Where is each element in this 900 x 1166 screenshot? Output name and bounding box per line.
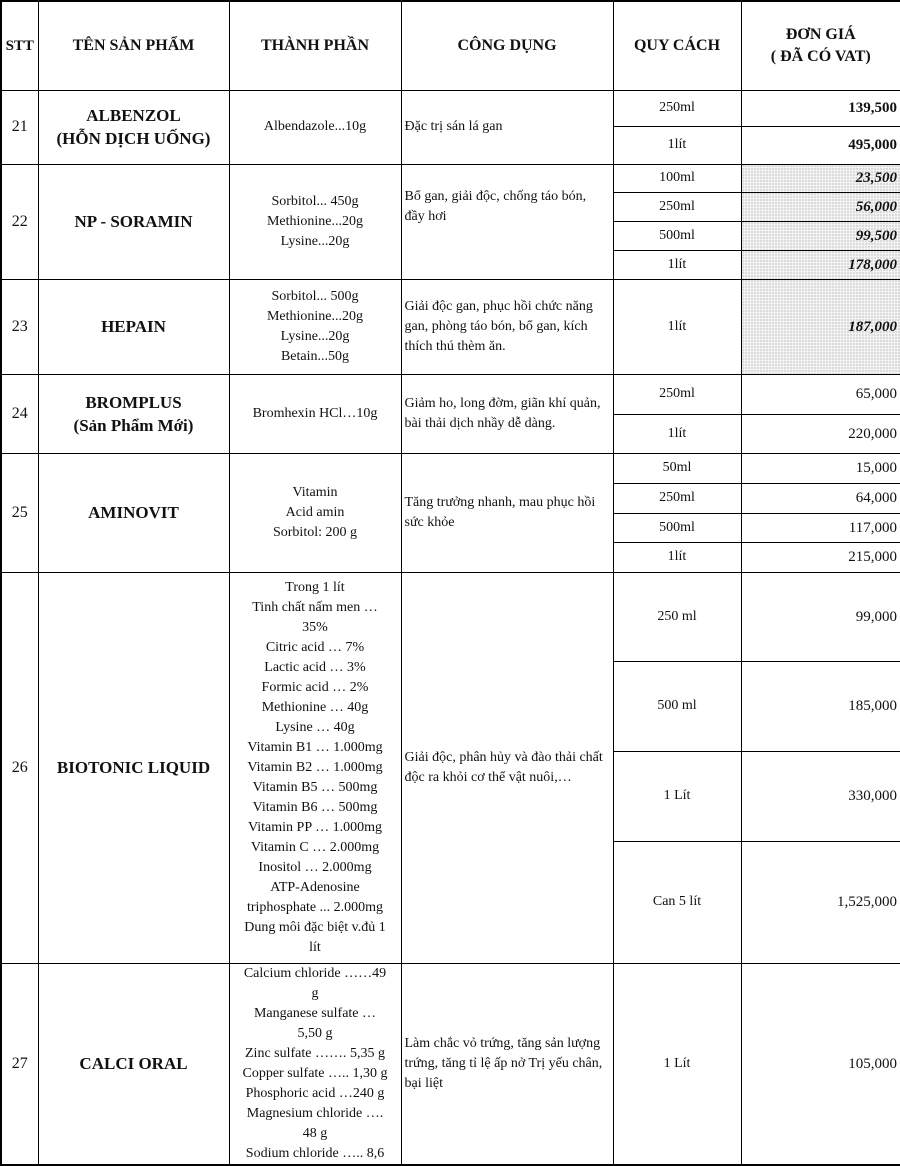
variant-spec: 500 ml [613,661,741,751]
header-usage: CÔNG DỤNG [401,1,613,90]
table-row [1,164,900,192]
variant-spec: 1lít [613,414,741,453]
variant-spec: Can 5 lít [613,841,741,963]
product-stt: 22 [1,164,38,279]
variant-price: 64,000 [741,483,900,513]
variant-spec: 250ml [613,483,741,513]
ingredient-line: 5,50 g [297,1025,333,1041]
variant-price: 215,000 [741,542,900,572]
table-row [1,572,900,661]
product-name [38,572,229,963]
ingredient-line: g [311,985,319,1001]
ingredient-line: Tinh chất nấm men … [252,599,378,615]
ingredient-line: 35% [302,619,328,635]
product-name-line: ALBENZOL [86,106,181,125]
product-ingredients [229,90,401,164]
ingredient-line: Vitamin B2 … 1.000mg [247,759,383,775]
product-name [38,90,229,164]
product-usage: Giải độc, phân hủy và đào thải chất độc ra khỏi cơ thể vật nuôi,… [401,572,613,963]
ingredient-line: Vitamin B1 … 1.000mg [247,739,383,755]
product-usage: Tăng trưởng nhanh, mau phục hồi sức khỏe [401,453,613,572]
ingredient-line: Zinc sulfate ……. 5,35 g [245,1045,385,1061]
table-row [1,374,900,414]
ingredient-line: Lactic acid … 3% [264,659,366,675]
variant-spec: 250ml [613,90,741,126]
product-stt: 23 [1,279,38,374]
product-name-line: CALCI ORAL [79,1054,188,1073]
ingredient-line: Vitamin B5 … 500mg [252,779,378,795]
ingredient-line: Bromhexin HCl…10g [252,405,378,421]
ingredient-line: Acid amin [285,504,345,520]
table-row [1,453,900,483]
ingredient-line: Formic acid … 2% [261,679,369,695]
product-name-line: (HỖN DỊCH UỐNG) [56,129,211,148]
product-name [38,164,229,279]
product-name [38,279,229,374]
product-ingredients [229,572,401,963]
header-stt: STT [1,1,38,90]
product-stt: 26 [1,572,38,963]
variant-spec: 1 Lít [613,963,741,1165]
header-price-line2: ( ĐÃ CÓ VAT) [770,47,871,65]
variant-price: 185,000 [741,661,900,751]
product-usage: Bổ gan, giải độc, chống táo bón, đầy hơi [401,164,613,279]
product-name [38,453,229,572]
ingredient-line: Sorbitol: 200 g [272,524,357,540]
variant-spec: 250ml [613,192,741,221]
ingredient-line: Sodium chloride ….. 8,6 [245,1145,385,1161]
variant-price: 99,000 [741,572,900,661]
ingredient-line: triphosphate ... 2.000mg [246,899,384,915]
ingredient-line: Methionine … 40g [261,699,369,715]
variant-price: 65,000 [741,374,900,414]
variant-price: 105,000 [741,963,900,1165]
variant-spec: 1lít [613,542,741,572]
product-usage: Giải độc gan, phục hồi chức năng gan, phòng táo bón, bổ gan, kích thích thú thèm ăn. [401,279,613,374]
product-ingredients [229,374,401,453]
header-price [741,1,900,90]
ingredient-line: Lysine...20g [280,233,350,249]
variant-price: 495,000 [741,126,900,164]
ingredient-line: Lysine...20g [280,328,350,344]
variant-price: 330,000 [741,751,900,841]
ingredient-line: Sorbitol... 500g [271,288,359,304]
product-ingredients [229,453,401,572]
variant-price: 56,000 [741,192,900,221]
ingredient-line: Albendazole...10g [263,119,367,134]
product-stt: 25 [1,453,38,572]
ingredient-line: Vitamin C … 2.000mg [250,839,380,855]
product-ingredients [229,279,401,374]
ingredient-line: Citric acid … 7% [265,639,365,655]
product-ingredients [229,164,401,279]
ingredient-line: Methionine...20g [266,308,364,324]
header-name: TÊN SẢN PHẨM [38,1,229,90]
variant-price: 1,525,000 [741,841,900,963]
product-name [38,963,229,1165]
product-stt: 21 [1,90,38,164]
variant-price: 187,000 [741,279,900,374]
product-name [38,374,229,453]
variant-price: 139,500 [741,90,900,126]
ingredient-line: Lysine … 40g [275,719,355,735]
ingredient-line: ATP-Adenosine [270,879,360,895]
variant-price: 178,000 [741,250,900,279]
variant-price: 220,000 [741,414,900,453]
variant-spec: 1lít [613,279,741,374]
variant-spec: 50ml [613,453,741,483]
header-spec: QUY CÁCH [613,1,741,90]
table-row [1,279,900,374]
ingredient-line: Vitamin B6 … 500mg [252,799,378,815]
table-row [1,90,900,126]
ingredient-line: Sorbitol... 450g [271,193,359,209]
ingredient-line: Magnesium chloride …. [246,1105,384,1121]
product-stt: 27 [1,963,38,1165]
ingredient-line: Calcium chloride ……49 [243,965,387,981]
variant-price: 23,500 [741,164,900,192]
variant-spec: 250ml [613,374,741,414]
product-usage: Làm chắc vỏ trứng, tăng sản lượng trứng, tăng tỉ lệ ấp nở Trị yếu chân, bại liệt [401,963,613,1165]
product-ingredients [229,963,401,1165]
ingredient-line: Vitamin PP … 1.000mg [248,819,382,835]
ingredient-line: Trong 1 lít [285,579,345,595]
variant-spec: 500ml [613,513,741,542]
product-usage: Giảm ho, long đờm, giãn khí quản, bài thải dịch nhầy dễ dàng. [401,374,613,453]
variant-price: 99,500 [741,221,900,250]
header-ingredients: THÀNH PHẦN [229,1,401,90]
product-name-line: BROMPLUS [85,392,182,412]
variant-spec: 500ml [613,221,741,250]
product-name-line: (Sản Phẩm Mới) [73,415,194,435]
table-row [1,963,900,1165]
ingredient-line: Vitamin [292,484,338,500]
ingredient-line: Inositol … 2.000mg [258,859,372,875]
product-stt: 24 [1,374,38,453]
header-price-line1: ĐƠN GIÁ [785,25,856,43]
variant-spec: 1lít [613,126,741,164]
variant-price: 117,000 [741,513,900,542]
ingredient-line: Betain...50g [280,348,350,364]
ingredient-line: Copper sulfate ….. 1,30 g [242,1065,388,1081]
variant-spec: 1 Lít [613,751,741,841]
product-name-line: BIOTONIC LIQUID [56,758,211,777]
variant-spec: 100ml [613,164,741,192]
ingredient-line: lít [309,939,321,955]
variant-spec: 1lít [613,250,741,279]
product-name-line: HEPAIN [101,317,166,336]
ingredient-line: Manganese sulfate … [253,1005,377,1021]
ingredient-line: Methionine...20g [266,213,364,229]
product-usage: Đặc trị sán lá gan [401,90,613,164]
ingredient-line: Dung môi đặc biệt v.đủ 1 [244,919,386,935]
product-name-line: NP - SORAMIN [74,212,193,231]
ingredient-line: Phosphoric acid …240 g [245,1085,385,1101]
product-name-line: AMINOVIT [88,503,179,522]
header-row [1,1,900,90]
variant-price: 15,000 [741,453,900,483]
ingredient-line: 48 g [302,1125,328,1141]
variant-spec: 250 ml [613,572,741,661]
